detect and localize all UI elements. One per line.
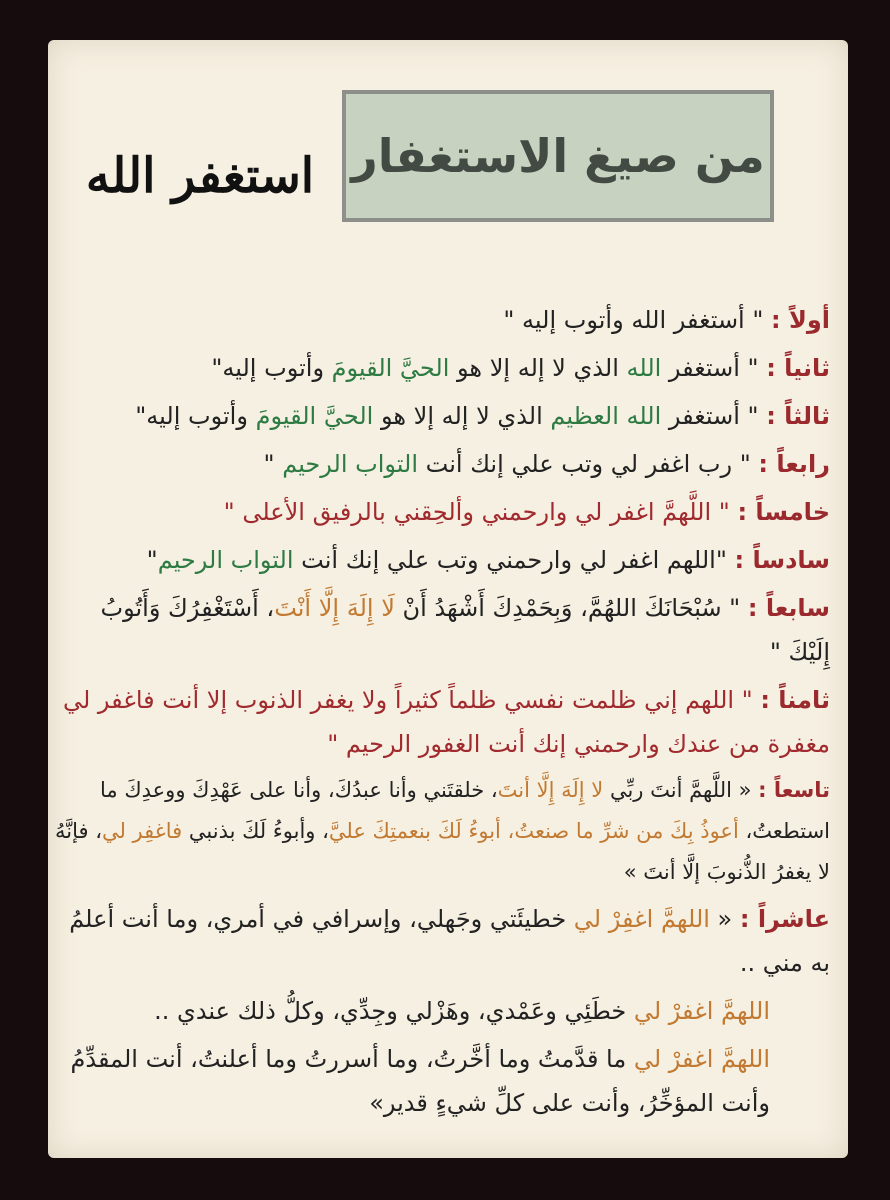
list-item: [54, 770, 830, 893]
item-text: « اللَّهمَّ أنتَ ربِّي: [603, 778, 759, 802]
page-card: [48, 40, 848, 1158]
item-text: " اللَّهمَّ اغفر لي وارحمني وألحِقني بالرفيق الأعلى ": [223, 498, 738, 526]
item-text: ، وأبوءُ لَكَ بذنبي: [182, 819, 329, 843]
item-label: تاسعاً :: [758, 778, 830, 802]
item-text: الحيَّ القيومَ: [331, 354, 450, 382]
item-label: خامساً :: [737, 498, 830, 526]
sub-line: [54, 989, 830, 1033]
list-item: [54, 490, 830, 534]
item-text: وأتوب إليه": [135, 402, 256, 430]
item-text: "اللهم اغفر لي وارحمني وتب علي إنك أنت: [293, 546, 735, 574]
list-item: [54, 394, 830, 438]
list-item: [54, 586, 830, 674]
sub-line-text: اللهمَّ اغفرْ لي: [633, 997, 770, 1025]
item-label: رابعاً :: [758, 450, 830, 478]
list-item: [54, 897, 830, 985]
item-label: ثالثاً :: [766, 402, 830, 430]
item-text: الحيَّ القيومَ: [255, 402, 374, 430]
item-text: ، فإنَّهُ لا يغفرُ الذُّنوبَ إلَّا أنتَ »: [54, 819, 830, 884]
item-label: سابعاً :: [747, 594, 830, 622]
list-item: [54, 678, 830, 766]
item-text: ": [263, 450, 283, 478]
item-label: ثامناً :: [760, 686, 830, 714]
item-label: أولاً :: [771, 306, 830, 334]
istighfar-list: [54, 298, 830, 1129]
item-text: خطيئَتي وجَهلي، وإسرافي في أمري، وما أنت أعلمُ به مني ..: [69, 905, 830, 977]
list-item: [54, 442, 830, 486]
item-label: سادساً :: [734, 546, 830, 574]
item-text: لَا إِلَهَ إِلَّا أَنْتَ: [274, 594, 395, 622]
item-text: اللهمَّ اغفِرْ لي: [573, 905, 710, 933]
item-text: فاغفِر لي: [101, 819, 183, 843]
sub-line-text: خطَئِي وعَمْدي، وهَزْلي وجِدِّي، وكلُّ ذلك عندي ..: [154, 997, 634, 1025]
item-text: الله العظيم: [550, 402, 662, 430]
item-text: التواب الرحيم: [282, 450, 419, 478]
item-text: الذي لا إله إلا هو: [373, 402, 551, 430]
item-text: " أستغفر الله وأتوب إليه ": [503, 306, 772, 334]
item-text: " أستغفر: [661, 354, 767, 382]
list-item: [54, 298, 830, 342]
sub-line-text: ما قدَّمتُ وما أخَّرتُ، وما أسررتُ وما أعلنتُ، أنت المقدِّمُ وأنت المؤخِّرُ، وأنت على كلِّ شيءٍ قدير»: [70, 1045, 770, 1117]
item-text: وأتوب إليه": [211, 354, 332, 382]
item-text: " أستغفر: [661, 402, 767, 430]
item-text: " اللهم إني ظلمت نفسي ظلماً كثيراً ولا يغفر الذنوب إلا أنت فاغفر لي مغفرة من عندك وارحمني إنك أنت الغفور الرحيم ": [62, 686, 830, 758]
item-label: عاشراً :: [739, 905, 830, 933]
item-text: الذي لا إله إلا هو: [449, 354, 627, 382]
side-title: استغفر الله: [85, 148, 315, 204]
list-item: [54, 346, 830, 390]
item-text: " سُبْحَانَكَ اللهُمَّ، وَبِحَمْدِكَ أَشْهَدُ أَنْ: [394, 594, 748, 622]
item-text: أعوذُ بِكَ من شرِّ ما صنعتُ، أبوءُ لَكَ بنعمتِكَ عليَّ: [328, 819, 739, 843]
item-text: «: [709, 905, 740, 933]
title-box: [342, 90, 774, 222]
item-text: ، خلقتَني وأنا عبدُكَ، وأنا على عَهْدِكَ ووعدِكَ ما استطعتُ،: [100, 778, 830, 843]
item-text: التواب الرحيم: [157, 546, 294, 574]
item-text: " رب اغفر لي وتب علي إنك أنت: [418, 450, 759, 478]
sub-line: [54, 1037, 830, 1125]
page-title: من صيغ الاستغفار: [351, 129, 765, 183]
item-text: الله: [626, 354, 662, 382]
item-label: ثانياً :: [766, 354, 830, 382]
item-text: ، أَسْتَغْفِرُكَ وَأَتُوبُ إِلَيْكَ ": [100, 594, 830, 666]
list-item: [54, 538, 830, 582]
item-text: لا إِلَهَ إِلَّا أنتَ: [497, 778, 604, 802]
sub-line-text: اللهمَّ اغفرْ لي: [633, 1045, 770, 1073]
item-text: ": [146, 546, 158, 574]
